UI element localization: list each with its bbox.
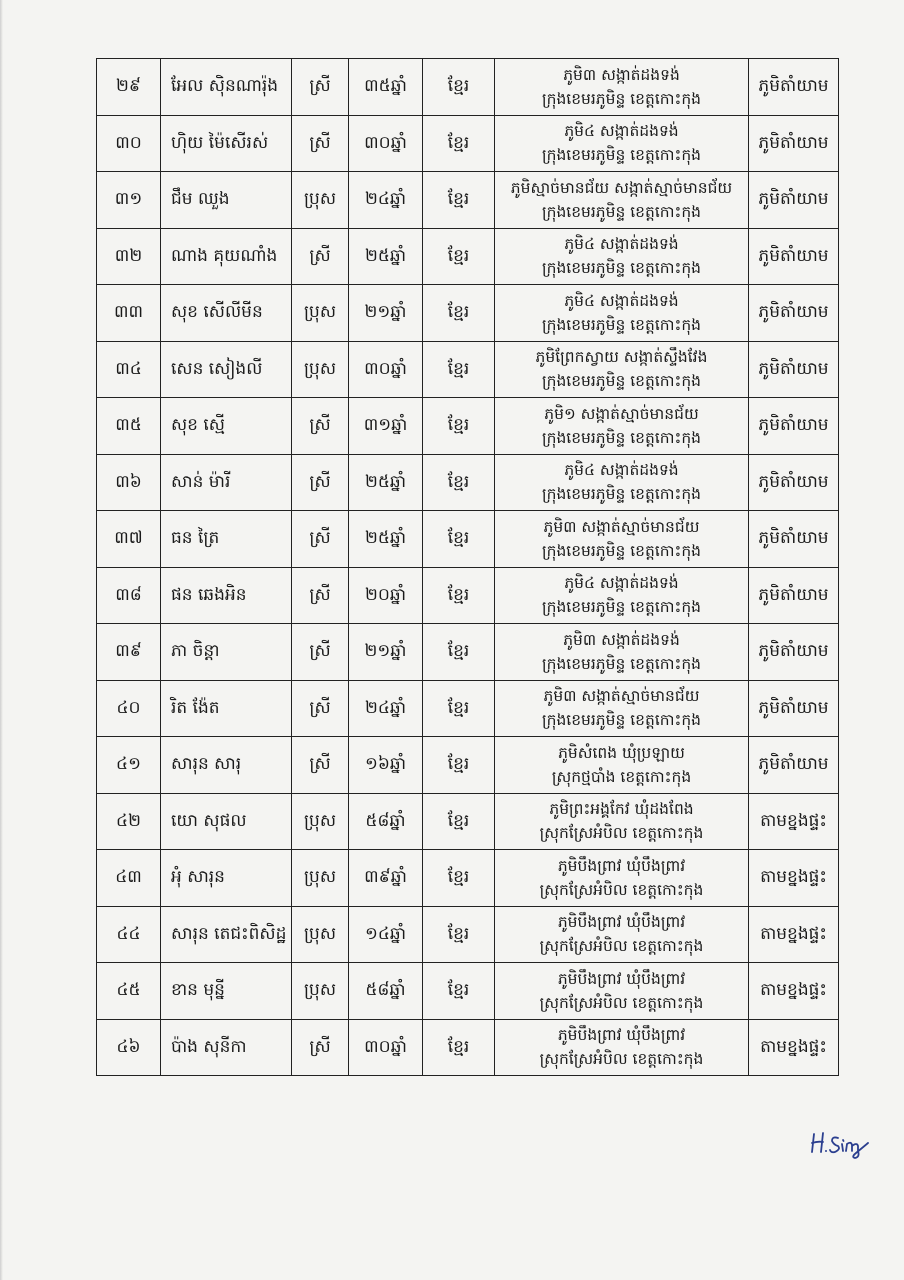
cell-address xyxy=(495,963,749,1020)
cell-age: ៥៨ឆ្នាំ xyxy=(349,963,423,1020)
cell-nationality: ខ្មែរ xyxy=(423,228,495,285)
cell-sex: ស្រី xyxy=(292,59,349,116)
cell-sex: ប្រុស xyxy=(292,793,349,850)
address-line-village: ភូមិ៤ សង្កាត់ដងទង់ xyxy=(564,122,679,141)
cell-number: ៤៦ xyxy=(97,1019,161,1076)
cell-status: ភូមិតាំយាម xyxy=(749,341,839,398)
cell-address xyxy=(495,228,749,285)
cell-status: ភូមិតាំយាម xyxy=(749,737,839,794)
cell-name: អែល ស៊ិនណារ៉ុង xyxy=(161,59,292,116)
table-row xyxy=(97,454,839,511)
cell-sex: ស្រី xyxy=(292,1019,349,1076)
cell-number: ៣៦ xyxy=(97,454,161,511)
address-line-district: ស្រុកស្រែអំបិល ខេត្តកោះកុង xyxy=(539,937,704,956)
cell-sex: ស្រី xyxy=(292,398,349,455)
cell-number: ៤៤ xyxy=(97,906,161,963)
cell-name: ភា ចិន្តា xyxy=(161,624,292,681)
table-row xyxy=(97,624,839,681)
cell-age: ១៦ឆ្នាំ xyxy=(349,737,423,794)
cell-status: តាមខ្នងផ្ទះ xyxy=(749,793,839,850)
cell-number: ៣៣ xyxy=(97,285,161,342)
cell-address xyxy=(495,906,749,963)
cell-number: ៣០ xyxy=(97,115,161,172)
cell-age: ២៥ឆ្នាំ xyxy=(349,454,423,511)
cell-name: សុខ ស្មើ xyxy=(161,398,292,455)
table-row xyxy=(97,511,839,568)
address-line-village: ភូមិ៣ សង្កាត់ដងទង់ xyxy=(563,65,680,84)
address-line-district: ក្រុងខេមរភូមិន្ទ ខេត្តកោះកុង xyxy=(541,598,702,617)
cell-nationality: ខ្មែរ xyxy=(423,850,495,907)
cell-nationality: ខ្មែរ xyxy=(423,737,495,794)
cell-age: ២០ឆ្នាំ xyxy=(349,567,423,624)
cell-sex: ប្រុស xyxy=(292,906,349,963)
cell-address xyxy=(495,398,749,455)
cell-status: ភូមិតាំយាម xyxy=(749,398,839,455)
cell-sex: ស្រី xyxy=(292,567,349,624)
address-line-district: ក្រុងខេមរភូមិន្ទ ខេត្តកោះកុង xyxy=(541,428,702,447)
cell-name: ណាង គុយណាំង xyxy=(161,228,292,285)
cell-number: ៣២ xyxy=(97,228,161,285)
table-row xyxy=(97,793,839,850)
cell-nationality: ខ្មែរ xyxy=(423,511,495,568)
cell-status: ភូមិតាំយាម xyxy=(749,172,839,229)
cell-sex: ស្រី xyxy=(292,511,349,568)
cell-age: ២៤ឆ្នាំ xyxy=(349,680,423,737)
cell-number: ២៩ xyxy=(97,59,161,116)
cell-name: អុំ សារុន xyxy=(161,850,292,907)
cell-name: សារុន សារុ xyxy=(161,737,292,794)
cell-nationality: ខ្មែរ xyxy=(423,906,495,963)
cell-address xyxy=(495,1019,749,1076)
cell-address xyxy=(495,341,749,398)
table-row xyxy=(97,1019,839,1076)
address-line-village: ភូមិ៣ សង្កាត់ស្មាច់មានជ័យ xyxy=(543,687,700,706)
cell-number: ៤០ xyxy=(97,680,161,737)
address-line-district: ក្រុងខេមរភូមិន្ទ ខេត្តកោះកុង xyxy=(541,711,702,730)
cell-age: ៣០ឆ្នាំ xyxy=(349,115,423,172)
cell-status: ភូមិតាំយាម xyxy=(749,228,839,285)
address-line-village: ភូមិបឹងព្រាវ ឃុំបឹងព្រាវ xyxy=(557,969,686,988)
address-line-village: ភូមិ៣ សង្កាត់ស្មាច់មានជ័យ xyxy=(543,517,700,536)
cell-number: ៣១ xyxy=(97,172,161,229)
cell-age: ៣៩ឆ្នាំ xyxy=(349,850,423,907)
cell-number: ៣៧ xyxy=(97,511,161,568)
address-line-district: ក្រុងខេមរភូមិន្ទ ខេត្តកោះកុង xyxy=(541,654,702,673)
cell-status: តាមខ្នងផ្ទះ xyxy=(749,850,839,907)
address-line-village: ភូមិ៤ សង្កាត់ដងទង់ xyxy=(564,461,679,480)
cell-number: ៤១ xyxy=(97,737,161,794)
roster-table xyxy=(96,58,839,1076)
cell-age: ១៤ឆ្នាំ xyxy=(349,906,423,963)
cell-nationality: ខ្មែរ xyxy=(423,59,495,116)
address-line-district: ក្រុងខេមរភូមិន្ទ ខេត្តកោះកុង xyxy=(541,202,702,221)
cell-nationality: ខ្មែរ xyxy=(423,1019,495,1076)
cell-status: តាមខ្នងផ្ទះ xyxy=(749,1019,839,1076)
address-line-district: ក្រុងខេមរភូមិន្ទ ខេត្តកោះកុង xyxy=(541,541,702,560)
cell-number: ៣៩ xyxy=(97,624,161,681)
cell-name: ប៉ាង សុនីកា xyxy=(161,1019,292,1076)
cell-name: ជឹម ឈួង xyxy=(161,172,292,229)
cell-status: តាមខ្នងផ្ទះ xyxy=(749,906,839,963)
address-line-village: ភូមិបឹងព្រាវ ឃុំបឹងព្រាវ xyxy=(557,1026,686,1045)
cell-number: ៣៤ xyxy=(97,341,161,398)
cell-address xyxy=(495,454,749,511)
cell-age: ៥៨ឆ្នាំ xyxy=(349,793,423,850)
table-row xyxy=(97,963,839,1020)
table-row xyxy=(97,850,839,907)
address-line-district: ក្រុងខេមរភូមិន្ទ ខេត្តកោះកុង xyxy=(541,259,702,278)
cell-sex: ប្រុស xyxy=(292,341,349,398)
cell-sex: ស្រី xyxy=(292,115,349,172)
cell-name: រិត ង៉ែត xyxy=(161,680,292,737)
address-line-district: ក្រុងខេមរភូមិន្ទ ខេត្តកោះកុង xyxy=(541,89,702,108)
cell-status: តាមខ្នងផ្ទះ xyxy=(749,963,839,1020)
address-line-village: ភូមិ៤ សង្កាត់ដងទង់ xyxy=(564,235,679,254)
cell-sex: ប្រុស xyxy=(292,850,349,907)
cell-address xyxy=(495,285,749,342)
table-row xyxy=(97,115,839,172)
roster-body xyxy=(97,59,839,1076)
cell-name: សារុន តេជះពិសិដ្ឋ xyxy=(161,906,292,963)
cell-address xyxy=(495,850,749,907)
cell-status: ភូមិតាំយាម xyxy=(749,454,839,511)
cell-status: ភូមិតាំយាម xyxy=(749,511,839,568)
cell-number: ៣៨ xyxy=(97,567,161,624)
cell-sex: ប្រុស xyxy=(292,172,349,229)
address-line-village: ភូមិ៤ សង្កាត់ដងទង់ xyxy=(564,291,679,310)
cell-age: ៣០ឆ្នាំ xyxy=(349,1019,423,1076)
cell-number: ៤៥ xyxy=(97,963,161,1020)
address-line-district: ក្រុងខេមរភូមិន្ទ ខេត្តកោះកុង xyxy=(541,146,702,165)
address-line-district: ក្រុងខេមរភូមិន្ទ ខេត្តកោះកុង xyxy=(541,485,702,504)
table-row xyxy=(97,59,839,116)
cell-address xyxy=(495,567,749,624)
cell-number: ៣៥ xyxy=(97,398,161,455)
cell-name: សុខ សើលីមីន xyxy=(161,285,292,342)
address-line-district: ក្រុងខេមរភូមិន្ទ ខេត្តកោះកុង xyxy=(541,315,702,334)
address-line-village: ភូមិបឹងព្រាវ ឃុំបឹងព្រាវ xyxy=(557,856,686,875)
cell-status: ភូមិតាំយាម xyxy=(749,59,839,116)
cell-age: ២១ឆ្នាំ xyxy=(349,624,423,681)
cell-age: ២១ឆ្នាំ xyxy=(349,285,423,342)
cell-nationality: ខ្មែរ xyxy=(423,398,495,455)
cell-name: ធន ត្រៃ xyxy=(161,511,292,568)
cell-address xyxy=(495,115,749,172)
address-line-district: ស្រុកស្រែអំបិល ខេត្តកោះកុង xyxy=(539,993,704,1012)
cell-name: យោ សុផល xyxy=(161,793,292,850)
cell-address xyxy=(495,793,749,850)
cell-name: ផន ឆេងអិន xyxy=(161,567,292,624)
cell-nationality: ខ្មែរ xyxy=(423,454,495,511)
cell-sex: ស្រី xyxy=(292,454,349,511)
address-line-village: ភូមិ៣ សង្កាត់ដងទង់ xyxy=(563,630,680,649)
table-row xyxy=(97,172,839,229)
cell-nationality: ខ្មែរ xyxy=(423,963,495,1020)
signature-mark xyxy=(808,1124,872,1160)
cell-nationality: ខ្មែរ xyxy=(423,624,495,681)
address-line-village: ភូមិព្រះអង្គកែវ ឃុំដងពែង xyxy=(549,800,694,819)
address-line-district: ស្រុកថ្មបាំង ខេត្តកោះកុង xyxy=(551,767,692,786)
table-row xyxy=(97,398,839,455)
cell-number: ៤២ xyxy=(97,793,161,850)
cell-nationality: ខ្មែរ xyxy=(423,680,495,737)
address-line-district: ស្រុកស្រែអំបិល ខេត្តកោះកុង xyxy=(539,880,704,899)
address-line-village: ភូមិបឹងព្រាវ ឃុំបឹងព្រាវ xyxy=(557,913,686,932)
cell-nationality: ខ្មែរ xyxy=(423,285,495,342)
address-line-village: ភូមិសំពេង ឃុំប្រឡាយ xyxy=(558,743,685,762)
table-row xyxy=(97,567,839,624)
cell-status: ភូមិតាំយាម xyxy=(749,115,839,172)
cell-nationality: ខ្មែរ xyxy=(423,341,495,398)
cell-sex: ប្រុស xyxy=(292,285,349,342)
cell-status: ភូមិតាំយាម xyxy=(749,285,839,342)
cell-sex: ស្រី xyxy=(292,737,349,794)
cell-status: ភូមិតាំយាម xyxy=(749,624,839,681)
cell-status: ភូមិតាំយាម xyxy=(749,567,839,624)
cell-sex: ស្រី xyxy=(292,624,349,681)
table-row xyxy=(97,285,839,342)
address-line-village: ភូមិ១ សង្កាត់ស្មាច់មានជ័យ xyxy=(544,404,699,423)
cell-sex: ប្រុស xyxy=(292,963,349,1020)
cell-age: ៣៥ឆ្នាំ xyxy=(349,59,423,116)
cell-nationality: ខ្មែរ xyxy=(423,115,495,172)
address-line-village: ភូមិស្មាច់មានជ័យ សង្កាត់ស្មាច់មានជ័យ xyxy=(510,178,733,197)
cell-sex: ស្រី xyxy=(292,228,349,285)
cell-nationality: ខ្មែរ xyxy=(423,567,495,624)
address-line-village: ភូមិ៤ សង្កាត់ដងទង់ xyxy=(564,574,679,593)
cell-name: សេន សៀងលី xyxy=(161,341,292,398)
cell-age: ២៥ឆ្នាំ xyxy=(349,228,423,285)
table-row xyxy=(97,737,839,794)
cell-name: សាន់ ម៉ារី xyxy=(161,454,292,511)
cell-age: ៣១ឆ្នាំ xyxy=(349,398,423,455)
scan-edge-shadow xyxy=(0,0,3,1280)
cell-status: ភូមិតាំយាម xyxy=(749,680,839,737)
address-line-district: ស្រុកស្រែអំបិល ខេត្តកោះកុង xyxy=(539,824,704,843)
cell-name: ហុិយ ម៉ៃសើរស់ xyxy=(161,115,292,172)
address-line-village: ភូមិព្រែកស្វាយ សង្កាត់ស្ទឹងវែង xyxy=(535,348,708,367)
table-row xyxy=(97,680,839,737)
cell-address xyxy=(495,172,749,229)
address-line-district: ក្រុងខេមរភូមិន្ទ ខេត្តកោះកុង xyxy=(541,372,702,391)
cell-name: ខាន មុន្នី xyxy=(161,963,292,1020)
cell-nationality: ខ្មែរ xyxy=(423,172,495,229)
cell-address xyxy=(495,511,749,568)
cell-address xyxy=(495,680,749,737)
cell-age: ២៥ឆ្នាំ xyxy=(349,511,423,568)
cell-nationality: ខ្មែរ xyxy=(423,793,495,850)
cell-age: ៣០ឆ្នាំ xyxy=(349,341,423,398)
cell-number: ៤៣ xyxy=(97,850,161,907)
cell-age: ២៤ឆ្នាំ xyxy=(349,172,423,229)
table-row xyxy=(97,228,839,285)
table-row xyxy=(97,341,839,398)
cell-address xyxy=(495,624,749,681)
address-line-district: ស្រុកស្រែអំបិល ខេត្តកោះកុង xyxy=(539,1050,704,1069)
table-row xyxy=(97,906,839,963)
cell-address xyxy=(495,59,749,116)
cell-address xyxy=(495,737,749,794)
cell-sex: ស្រី xyxy=(292,680,349,737)
